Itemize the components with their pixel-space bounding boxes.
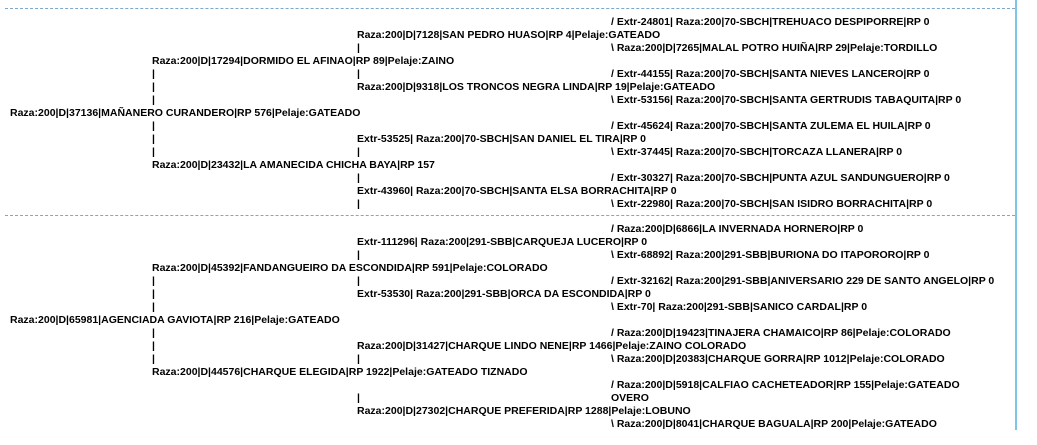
ancestor-entry: / Extr-32162| Raza:200|291-SBB|ANIVERSARIO 229 DE SANTO ANGELO|RP 0 [611,275,995,287]
tree-connector: | [357,172,360,184]
root-animal: Raza:200|D|37136|MAÑANERO CURANDERO|RP 576|Pelaje:GATEADO [10,107,361,119]
ancestor-entry: / Extr-45624| Raza:200|70-SBCH|SANTA ZULEMA EL HUILA|RP 0 [611,120,931,132]
ancestor-entry: Raza:200|D|45392|FANDANGUEIRO DA ESCONDIDA|RP 591|Pelaje:COLORADO [152,262,548,274]
ancestor-entry: \ Raza:200|D|20383|CHARQUE GORRA|RP 1012|Pelaje:COLORADO [611,353,945,365]
tree-connector: | [152,340,155,352]
tree-connector: | [357,68,360,80]
ancestor-entry-continuation: OVERO [611,392,649,404]
ancestor-entry: \ Extr-53156| Raza:200|70-SBCH|SANTA GERTRUDIS TABAQUITA|RP 0 [611,94,962,106]
ancestor-entry: Raza:200|D|17294|DORMIDO EL AFINAO|RP 89|Pelaje:ZAINO [152,55,455,67]
ancestor-entry: Raza:200|D|7128|SAN PEDRO HUASO|RP 4|Pelaje:GATEADO [357,29,661,41]
tree-connector: | [152,133,155,145]
block-separator [5,8,1015,9]
tree-connector: | [152,81,155,93]
ancestor-entry: Extr-53525| Raza:200|70-SBCH|SAN DANIEL EL TIRA|RP 0 [357,133,646,145]
ancestor-entry: \ Extr-70| Raza:200|291-SBB|SANICO CARDAL|RP 0 [611,301,868,313]
frame-border [1015,0,1017,430]
tree-connector: | [152,146,155,158]
ancestor-entry: / Extr-44155| Raza:200|70-SBCH|SANTA NIEVES LANCERO|RP 0 [611,68,930,80]
ancestor-entry: Extr-53530| Raza:200|291-SBB|ORCA DA ESCONDIDA|RP 0 [357,288,651,300]
tree-connector: | [357,146,360,158]
ancestor-entry: \ Raza:200|D|8041|CHARQUE BAGUALA|RP 200|Pelaje:GATEADO [611,418,937,430]
tree-connector: | [357,42,360,54]
tree-connector: | [357,353,360,365]
ancestor-entry: Raza:200|D|9318|LOS TRONCOS NEGRA LINDA|RP 19|Pelaje:GATEADO [357,81,716,93]
tree-connector: | [357,275,360,287]
ancestor-entry: Raza:200|D|27302|CHARQUE PREFERIDA|RP 1288|Pelaje:LOBUNO [357,405,691,417]
tree-connector: | [152,120,155,132]
ancestor-entry: / Raza:200|D|19423|TINAJERA CHAMAICO|RP 86|Pelaje:COLORADO [611,327,951,339]
tree-connector: | [152,94,155,106]
ancestor-entry: Extr-43960| Raza:200|70-SBCH|SANTA ELSA BORRACHITA|RP 0 [357,185,677,197]
ancestor-entry: / Raza:200|D|6866|LA INVERNADA HORNERO|RP 0 [611,223,864,235]
ancestor-entry: \ Extr-68892| Raza:200|291-SBB|BURIONA DO ITAPORORO|RP 0 [611,249,930,261]
ancestor-entry: / Extr-30327| Raza:200|70-SBCH|PUNTA AZUL SANDUNGUERO|RP 0 [611,172,950,184]
ancestor-entry: \ Extr-37445| Raza:200|70-SBCH|TORCAZA LLANERA|RP 0 [611,146,903,158]
ancestor-entry: Raza:200|D|44576|CHARQUE ELEGIDA|RP 1922|Pelaje:GATEADO TIZNADO [152,366,528,378]
tree-connector: | [152,327,155,339]
ancestor-entry: Raza:200|D|31427|CHARQUE LINDO NENE|RP 1466|Pelaje:ZAINO COLORADO [357,340,747,352]
tree-connector: | [357,249,360,261]
tree-connector: | [152,301,155,313]
ancestor-entry: Extr-111296| Raza:200|291-SBB|CARQUEJA LUCERO|RP 0 [357,236,648,248]
ancestor-entry: \ Extr-22980| Raza:200|70-SBCH|SAN ISIDRO BORRACHITA|RP 0 [611,198,933,210]
tree-connector: | [152,275,155,287]
block-separator [5,215,1015,216]
ancestor-entry: / Raza:200|D|5918|CALFIAO CACHETEADOR|RP 155|Pelaje:GATEADO [611,379,960,391]
root-animal: Raza:200|D|65981|AGENCIADA GAVIOTA|RP 216|Pelaje:GATEADO [10,314,340,326]
tree-connector: | [357,198,360,210]
tree-connector: | [152,68,155,80]
tree-connector: | [357,392,360,404]
ancestor-entry: \ Raza:200|D|7265|MALAL POTRO HUIÑA|RP 29|Pelaje:TORDILLO [611,42,938,54]
ancestor-entry: / Extr-24801| Raza:200|70-SBCH|TREHUACO DESPIPORRE|RP 0 [611,16,930,28]
ancestor-entry: Raza:200|D|23432|LA AMANECIDA CHICHA BAYA|RP 157 [152,159,435,171]
tree-connector: | [152,288,155,300]
tree-connector: | [152,353,155,365]
